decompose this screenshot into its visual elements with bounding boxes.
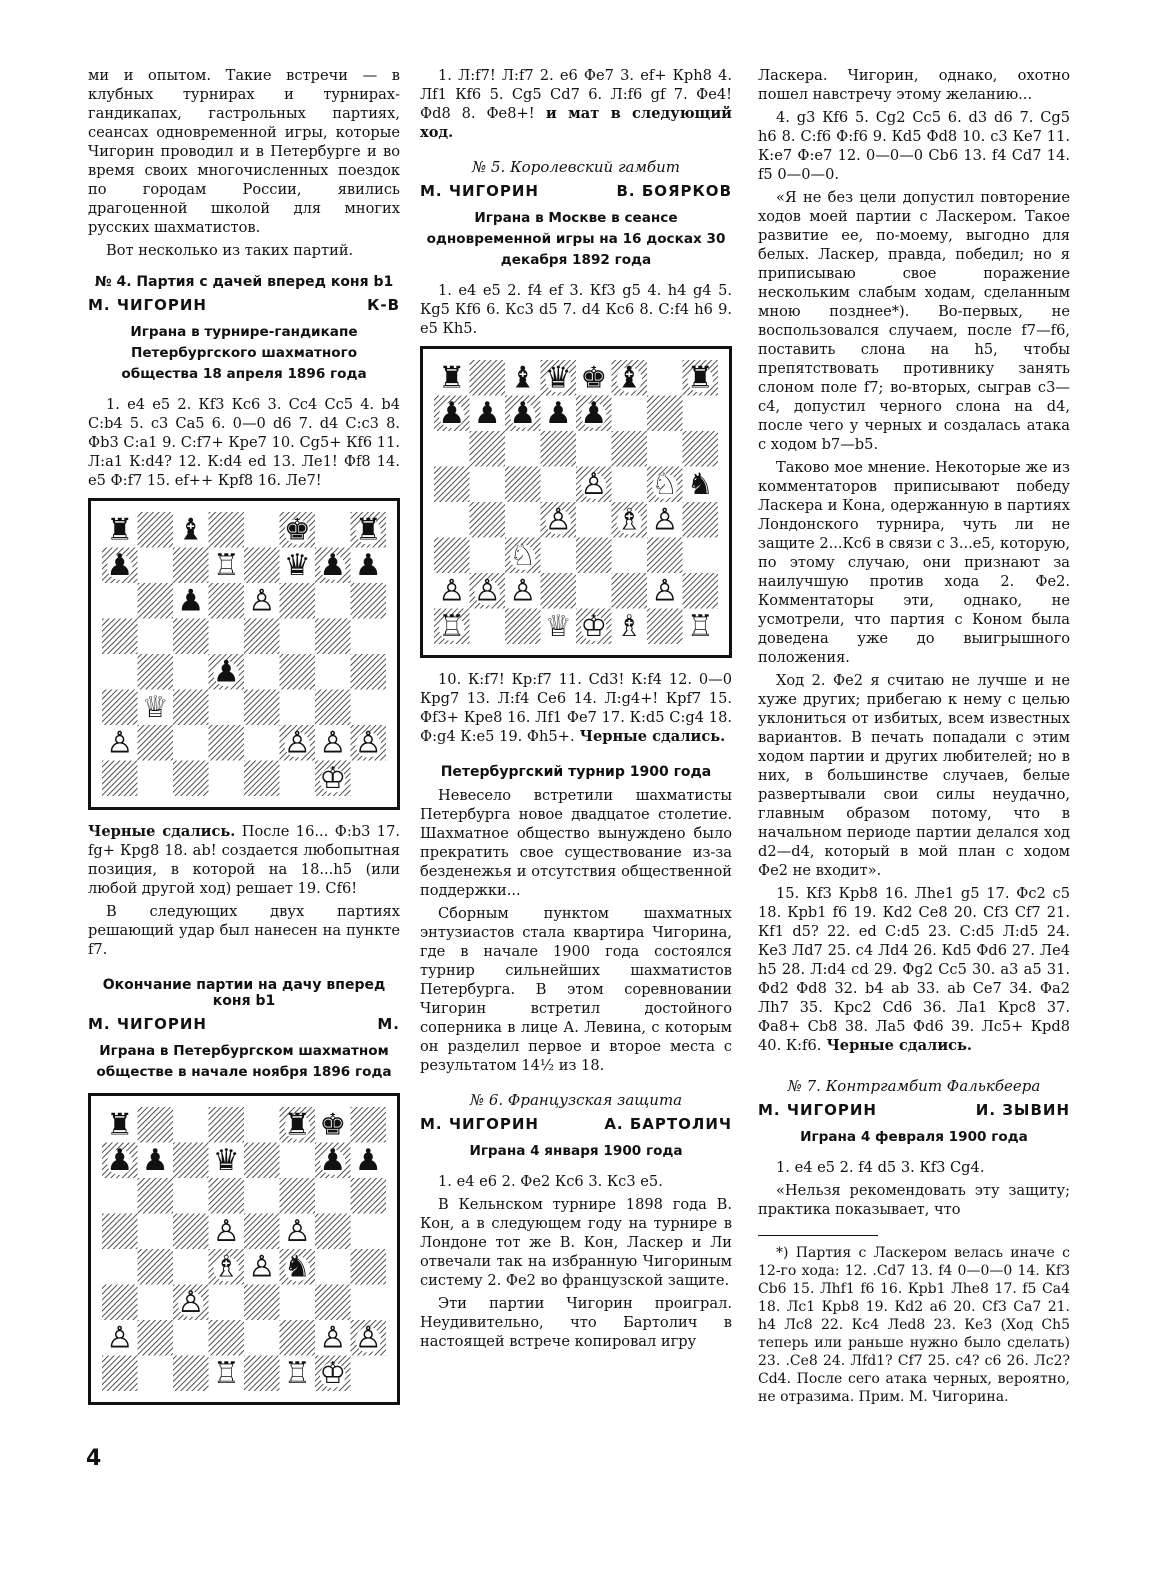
black-queen-icon: ♛ (544, 360, 572, 396)
light-square (209, 1285, 245, 1321)
light-square (351, 1356, 387, 1392)
game4-white: М. ЧИГОРИН (88, 296, 207, 314)
section-paragraph-1: Невесело встретили шахматисты Петербурга новое двадцатое столетие. Шахматное общество вынуждено было прекратить свое существование из-за безденежья и отсутствия общественной поддержки... (420, 787, 732, 899)
black-bishop-icon: ♝ (509, 360, 537, 396)
light-square (315, 654, 351, 690)
dark-square (315, 690, 351, 726)
light-square (470, 609, 506, 645)
dark-square (138, 512, 174, 548)
dark-square (209, 1178, 245, 1214)
dark-square (244, 619, 280, 655)
game6-moves: 1. e4 e6 2. Фe2 Кс6 3. Кс3 e5. (438, 1173, 663, 1190)
black-pawn-icon: ♟ (212, 654, 240, 690)
black-queen-icon: ♛ (283, 548, 311, 584)
dark-square (576, 538, 612, 574)
dark-square (647, 538, 683, 574)
white-king-icon: ♔ (319, 761, 347, 796)
white-pawn-icon: ♙ (283, 725, 311, 761)
ending-players (88, 1015, 400, 1033)
light-square (102, 654, 138, 690)
light-square (138, 619, 174, 655)
dark-square (173, 548, 209, 584)
light-square (244, 654, 280, 690)
game5-moves: 1. e4 e5 2. f4 ef 3. Кf3 g5 4. h4 g4 5. Кg5 Кf6 6. Кс3 d5 7. d4 Кс6 8. С:f4 h6 9. e5 Кh5. (420, 282, 732, 337)
col3-quote-3: Ход 2. Фe2 я считаю не лучше и не хуже других; прибегаю к нему с целью уклониться от избитых, всем известных вариантов. В печать попадали с этим ходом партии и других любителей; но в них, в большинстве случаев, белые развертывали свои силы неудачно, главным образом потому, что в начальном периоде партии делался ход d2—d4, который в мой план с ходом Фe2 не входит». (758, 672, 1070, 879)
light-square (351, 1214, 387, 1250)
dark-square (505, 467, 541, 503)
game5-black: В. БОЯРКОВ (616, 182, 732, 200)
game7-black: И. ЗЫВИН (975, 1101, 1070, 1119)
ending-white: М. ЧИГОРИН (88, 1015, 207, 1033)
black-rook-icon: ♜ (283, 1107, 311, 1143)
light-square (576, 431, 612, 467)
light-square (173, 725, 209, 761)
light-square (470, 467, 506, 503)
light-square (576, 502, 612, 538)
dark-square (173, 761, 209, 797)
section-title: Петербургский турнир 1900 года (440, 764, 712, 780)
dark-square (173, 1356, 209, 1392)
game6-players (420, 1115, 732, 1133)
light-square (612, 538, 648, 574)
dark-square (209, 583, 245, 619)
dark-square (209, 725, 245, 761)
light-square (612, 396, 648, 432)
light-square (244, 1178, 280, 1214)
light-square (173, 654, 209, 690)
dark-square (351, 654, 387, 690)
col3-quote-1: «Я не без цели допустил повторение ходов моей партии с Ласкером. Такое развитие ее, по-моему, выгодно для белых. Ласкер, правда, победил; но я приписываю свое поражение нескольким слабым ходам, сделанным мною позднее*). Во-первых, не воспользовался случаем, после f7—f6, поставить слона на h5, чтобы препятствовать противнику занять слоном поле f7; во-вторых, сыграв с3—с4, допустил черного слона на d4, после чего у черных и создалась атака с ходом b7—b5. (758, 189, 1070, 453)
white-pawn-icon: ♙ (283, 1214, 311, 1250)
black-pawn-icon: ♟ (473, 396, 501, 432)
black-pawn-icon: ♟ (177, 583, 205, 619)
light-square (244, 725, 280, 761)
dark-square (280, 1178, 316, 1214)
dark-square (138, 1320, 174, 1356)
light-square (576, 573, 612, 609)
light-square (647, 360, 683, 396)
ending-mate: и мат в следующий ход. (420, 105, 732, 141)
column-1 (88, 66, 400, 1417)
game7-quote: «Нельзя рекомендовать эту защиту; практика показывает, что (758, 1182, 1070, 1218)
game5-white: М. ЧИГОРИН (420, 182, 539, 200)
light-square (612, 467, 648, 503)
dark-square (280, 1320, 316, 1356)
black-pawn-icon: ♟ (354, 1143, 382, 1179)
white-pawn-icon: ♙ (580, 467, 608, 503)
black-pawn-icon: ♟ (319, 1143, 347, 1179)
dark-square (470, 502, 506, 538)
board-ending (102, 1107, 386, 1391)
light-square (541, 538, 577, 574)
column-2 (420, 66, 732, 1355)
dark-square (138, 583, 174, 619)
white-pawn-icon: ♙ (651, 573, 679, 609)
black-pawn-icon: ♟ (544, 396, 572, 432)
dark-square (647, 396, 683, 432)
game6-black: А. БАРТОЛИЧ (604, 1115, 732, 1133)
dark-square (647, 609, 683, 645)
light-square (683, 396, 719, 432)
white-pawn-icon: ♙ (354, 1320, 382, 1356)
dark-square (280, 654, 316, 690)
white-rook-icon: ♖ (438, 609, 466, 644)
white-pawn-icon: ♙ (212, 1214, 240, 1250)
light-square (683, 538, 719, 574)
black-rook-icon: ♜ (106, 1107, 134, 1143)
game5-opening: № 5. Королевский гамбит (472, 158, 680, 176)
light-square (209, 619, 245, 655)
white-rook-icon: ♖ (212, 548, 240, 584)
white-knight-icon: ♘ (509, 538, 537, 574)
game7-players (758, 1101, 1070, 1119)
dark-square (244, 1214, 280, 1250)
footnote: *) Партия с Ласкером велась иначе с 12-го хода: 12. .Сd7 13. f4 0—0—0 14. Кf3 Сb6 15. Лhf1 f6 16. Крb1 Лhe8 17. f5 Са4 18. Лс1 Крb8 19. Кd2 а6 20. Сf3 Са7 21. h4 Лс8 22. Кс4 Лed8 23. Кe3 (Ход Сh5 теперь или раньше нужно было сделать) 23. .Сe8 24. Лfd1? Сf7 25. с4? с6 26. Лс2? Сd4. После сего атака черных, вероятно, не отразима. Прим. М. Чигорина. (758, 1245, 1070, 1405)
black-bishop-icon: ♝ (615, 360, 643, 396)
column-3 (758, 66, 1070, 1410)
game4-title: № 4. Партия с дачей вперед коня b1 (94, 274, 394, 290)
light-square (138, 761, 174, 797)
light-square (351, 761, 387, 797)
col3-moves-1: 4. g3 Кf6 5. Сg2 Сс5 6. d3 d6 7. Сg5 h6 8. С:f6 Ф:f6 9. Кd5 Фd8 10. с3 Кe7 11. К:e7 Ф:e7 12. 0—0—0 Сb6 13. f4 Сd7 14. f5 0—0—0. (758, 109, 1070, 183)
dark-square (612, 573, 648, 609)
white-pawn-icon: ♙ (354, 725, 382, 761)
ending-title: Окончание партии на дачу вперед коня b1 (102, 977, 386, 1009)
dark-square (434, 538, 470, 574)
light-square (173, 1320, 209, 1356)
game5-moves-2-text: 10. К:f7! Кр:f7 11. Сd3! К:f4 12. 0—0 Крg7 13. Л:f4 Сe6 14. Л:g4+! Крf7 15. Фf3+ Крe8 16. Лf1 Фe7 17. К:d5 С:g4 18. Ф:g4 К:e5 19. Фh5+. (420, 671, 732, 745)
dark-square (351, 1178, 387, 1214)
game4-result: Черные сдались. (88, 823, 236, 840)
dark-square (173, 1214, 209, 1250)
black-king-icon: ♚ (319, 1107, 347, 1143)
white-king-icon: ♔ (580, 609, 608, 644)
dark-square (612, 431, 648, 467)
dark-square (470, 431, 506, 467)
light-square (434, 431, 470, 467)
black-pawn-icon: ♟ (141, 1143, 169, 1179)
black-rook-icon: ♜ (354, 512, 382, 548)
black-rook-icon: ♜ (106, 512, 134, 548)
dark-square (505, 609, 541, 645)
black-pawn-icon: ♟ (106, 548, 134, 584)
dark-square (244, 1285, 280, 1321)
white-pawn-icon: ♙ (177, 1285, 205, 1321)
game6-opening: № 6. Французская защита (469, 1091, 683, 1109)
light-square (315, 1178, 351, 1214)
white-pawn-icon: ♙ (473, 573, 501, 609)
transition-paragraph: В следующих двух партиях решающий удар был нанесен на пункте f7. (88, 903, 400, 958)
game6-paragraph-1: В Кельнском турнире 1898 года В. Кон, а в следующем году на турнире в Лондоне тот же В. Кон, Ласкер и Ли отвечали так на избранную Чигориным систему 2. Фe2 во французской защите. (420, 1196, 732, 1289)
dark-square (173, 690, 209, 726)
intro-paragraph: ми и опытом. Такие встречи — в клубных турнирах и турнирах-гандикапах, гастрольных партиях, сеансах одновременной игры, которые Чигорин проводил и в Петербурге и во время своих многочисленных поездок по городам России, явились драгоценной школой для многих русских шахматистов. (88, 67, 400, 236)
game7-white: М. ЧИГОРИН (758, 1101, 877, 1119)
black-bishop-icon: ♝ (177, 512, 205, 548)
white-queen-icon: ♕ (141, 690, 169, 726)
dark-square (244, 761, 280, 797)
light-square (138, 1214, 174, 1250)
dark-square (470, 360, 506, 396)
game7-moves: 1. e4 e5 2. f4 d5 3. Кf3 Сg4. (776, 1159, 985, 1176)
light-square (173, 1249, 209, 1285)
col3-moves-2 (758, 884, 1070, 1055)
dark-square (138, 654, 174, 690)
dark-square (683, 431, 719, 467)
black-rook-icon: ♜ (686, 360, 714, 396)
light-square (351, 1285, 387, 1321)
game7-opening: № 7. Контргамбит Фалькбеера (787, 1077, 1041, 1095)
dark-square (541, 573, 577, 609)
black-pawn-icon: ♟ (354, 548, 382, 584)
light-square (351, 619, 387, 655)
white-pawn-icon: ♙ (544, 502, 572, 538)
black-king-icon: ♚ (283, 512, 311, 548)
dark-square (102, 619, 138, 655)
ending-venue: Играна в Петербургском шахматном обществе в начале ноября 1896 года (96, 1043, 392, 1080)
light-square (315, 583, 351, 619)
dark-square (138, 1107, 174, 1143)
light-square (244, 1320, 280, 1356)
white-pawn-icon: ♙ (248, 1249, 276, 1285)
light-square (209, 690, 245, 726)
white-pawn-icon: ♙ (248, 583, 276, 619)
black-pawn-icon: ♟ (438, 396, 466, 432)
light-square (470, 538, 506, 574)
dark-square (102, 1356, 138, 1392)
dark-square (541, 431, 577, 467)
dark-square (351, 1249, 387, 1285)
dark-square (683, 502, 719, 538)
dark-square (683, 573, 719, 609)
game6-paragraph-2: Эти партии Чигорин проиграл. Неудивительно, что Бартолич в настоящей встрече копировал игру (420, 1295, 732, 1350)
dark-square (138, 1178, 174, 1214)
dark-square (244, 1356, 280, 1392)
light-square (505, 431, 541, 467)
light-square (102, 583, 138, 619)
section-paragraph-2: Сборным пунктом шахматных энтузиастов стала квартира Чигорина, где в начале 1900 года состоялся турнир сильнейших шахматистов Петербурга. В этом соревновании Чигорин встретил достойного соперника в лице А. Левина, с которым он разделил первое и второе места с результатом 14½ из 18. (420, 905, 732, 1074)
ending-moves (420, 66, 732, 142)
chess-diagram-3 (88, 1093, 400, 1405)
game4-comment (88, 822, 400, 898)
dark-square (315, 1285, 351, 1321)
light-square (505, 502, 541, 538)
light-square (315, 1249, 351, 1285)
white-rook-icon: ♖ (283, 1356, 311, 1391)
footnote-rule (758, 1235, 878, 1236)
black-rook-icon: ♜ (438, 360, 466, 396)
white-pawn-icon: ♙ (106, 725, 134, 761)
light-square (280, 619, 316, 655)
page-number: 4 (86, 1446, 102, 1471)
light-square (280, 1285, 316, 1321)
white-rook-icon: ♖ (686, 609, 714, 644)
dark-square (244, 548, 280, 584)
white-pawn-icon: ♙ (319, 725, 347, 761)
light-square (280, 761, 316, 797)
game4-players (88, 296, 400, 314)
dark-square (173, 1143, 209, 1179)
dark-square (173, 619, 209, 655)
game4-moves: 1. e4 e5 2. Кf3 Кс6 3. Сс4 Сс5 4. b4 С:b4 5. с3 Са5 6. 0—0 d6 7. d4 С:с3 8. Фb3 С:а1 9. С:f7+ Крe7 10. Сg5+ Кf6 11. Л:а1 К:d4? 12. К:d4 ed 13. Лe1! Фf8 14. e5 Ф:f7 15. ef++ Крf8 16. Лe7! (88, 396, 400, 489)
col3-paragraph-1: Ласкера. Чигорин, однако, охотно пошел навстречу этому желанию... (758, 67, 1070, 103)
black-pawn-icon: ♟ (509, 396, 537, 432)
dark-square (351, 1107, 387, 1143)
light-square (244, 1107, 280, 1143)
light-square (138, 1356, 174, 1392)
light-square (434, 502, 470, 538)
dark-square (102, 690, 138, 726)
dark-square (102, 1285, 138, 1321)
white-knight-icon: ♘ (651, 467, 679, 503)
game7-venue: Играна 4 февраля 1900 года (800, 1129, 1028, 1145)
white-pawn-icon: ♙ (438, 573, 466, 609)
dark-square (209, 512, 245, 548)
light-square (102, 1178, 138, 1214)
game4-venue: Играна в турнире-гандикапе Петербургского шахматного общества 18 апреля 1896 года (121, 324, 367, 382)
chess-diagram-1 (88, 498, 400, 810)
black-knight-icon: ♞ (686, 467, 714, 503)
black-pawn-icon: ♟ (319, 548, 347, 584)
dark-square (434, 467, 470, 503)
dark-square (315, 1214, 351, 1250)
intro-paragraph-2: Вот несколько из таких партий. (106, 242, 354, 259)
game4-black: К-В (367, 296, 400, 314)
game6-venue: Играна 4 января 1900 года (469, 1143, 683, 1159)
light-square (138, 548, 174, 584)
dark-square (280, 583, 316, 619)
dark-square (138, 1249, 174, 1285)
game5-result: Черные сдались. (574, 728, 726, 745)
white-queen-icon: ♕ (544, 609, 572, 644)
white-pawn-icon: ♙ (106, 1320, 134, 1356)
white-pawn-icon: ♙ (651, 502, 679, 538)
light-square (244, 512, 280, 548)
black-knight-icon: ♞ (283, 1249, 311, 1285)
dark-square (209, 1107, 245, 1143)
game5-players (420, 182, 732, 200)
white-rook-icon: ♖ (212, 1356, 240, 1391)
col3-result: Черные сдались. (821, 1037, 973, 1054)
black-king-icon: ♚ (580, 360, 608, 396)
board-game5 (434, 360, 718, 644)
game4-comment-text: После 16... Ф:b3 17. fg+ Крg8 18. ab! создается любопытная позиция, в которой на 18...h5 (или любой другой ход) решает 19. Сf6! (88, 823, 400, 897)
dark-square (138, 725, 174, 761)
game5-moves-2 (420, 670, 732, 746)
dark-square (102, 761, 138, 797)
game5-venue: Играна в Москве в сеансе одновременной игры на 16 досках 30 декабря 1892 года (426, 210, 726, 268)
light-square (173, 1178, 209, 1214)
light-square (173, 1107, 209, 1143)
white-pawn-icon: ♙ (509, 573, 537, 609)
dark-square (244, 690, 280, 726)
black-pawn-icon: ♟ (106, 1143, 134, 1179)
light-square (280, 1143, 316, 1179)
light-square (102, 1249, 138, 1285)
light-square (315, 512, 351, 548)
black-queen-icon: ♛ (212, 1143, 240, 1179)
light-square (209, 761, 245, 797)
light-square (351, 690, 387, 726)
white-king-icon: ♔ (319, 1356, 347, 1391)
dark-square (209, 1320, 245, 1356)
col3-moves-2-text: 15. Кf3 Крb8 16. Лhe1 g5 17. Фс2 с5 18. Крb1 f6 19. Кd2 Сe8 20. Сf3 Сf7 21. Кf1 d5? 22. ed С:d5 23. С:d5 Л:d5 24. Кe3 Лd7 25. с4 Лd4 26. Кd5 Фd6 27. Лe4 h5 28. Л:d4 cd 29. Фg2 Сс5 30. а3 а5 31. Фd2 Фd8 32. b4 ab 33. ab Сe7 34. Фа2 Лh7 35. Крс2 Сd6 36. Лa1 Крс8 37. Фа8+ Сb8 38. Лa5 Фd6 39. Лс5+ Крd8 40. К:f6. (758, 885, 1070, 1054)
board-game4 (102, 512, 386, 796)
col3-quote-2: Таково мое мнение. Некоторые же из комментаторов приписывают победу Ласкера и Кона, одержанную в партиях Лондонского турнира, чуть ли не защите 2...Кс6 в связи с 3...e5, которую, по этому случаю, они признают за наилучшую против хода 2. Фe2. Комментаторы эти, однако, не усмотрели, что партия с Коном была доведена уже до выигрышного положения. (758, 459, 1070, 666)
dark-square (244, 1143, 280, 1179)
white-bishop-icon: ♗ (615, 502, 643, 538)
white-pawn-icon: ♙ (319, 1320, 347, 1356)
light-square (280, 690, 316, 726)
light-square (541, 467, 577, 503)
ending-black: М. (377, 1015, 400, 1033)
white-bishop-icon: ♗ (615, 609, 643, 644)
light-square (647, 431, 683, 467)
dark-square (315, 619, 351, 655)
dark-square (102, 1214, 138, 1250)
light-square (138, 1285, 174, 1321)
chess-diagram-2 (420, 346, 732, 658)
dark-square (351, 583, 387, 619)
game6-white: М. ЧИГОРИН (420, 1115, 539, 1133)
black-pawn-icon: ♟ (580, 396, 608, 432)
ending-moves-text: 1. Л:f7! Л:f7 2. e6 Фe7 3. ef+ Крh8 4. Лf1 Кf6 5. Сg5 Сd7 6. Л:f6 gf 7. Фe4! Фd8 8. Фe8+! (420, 67, 732, 122)
white-bishop-icon: ♗ (212, 1249, 240, 1285)
